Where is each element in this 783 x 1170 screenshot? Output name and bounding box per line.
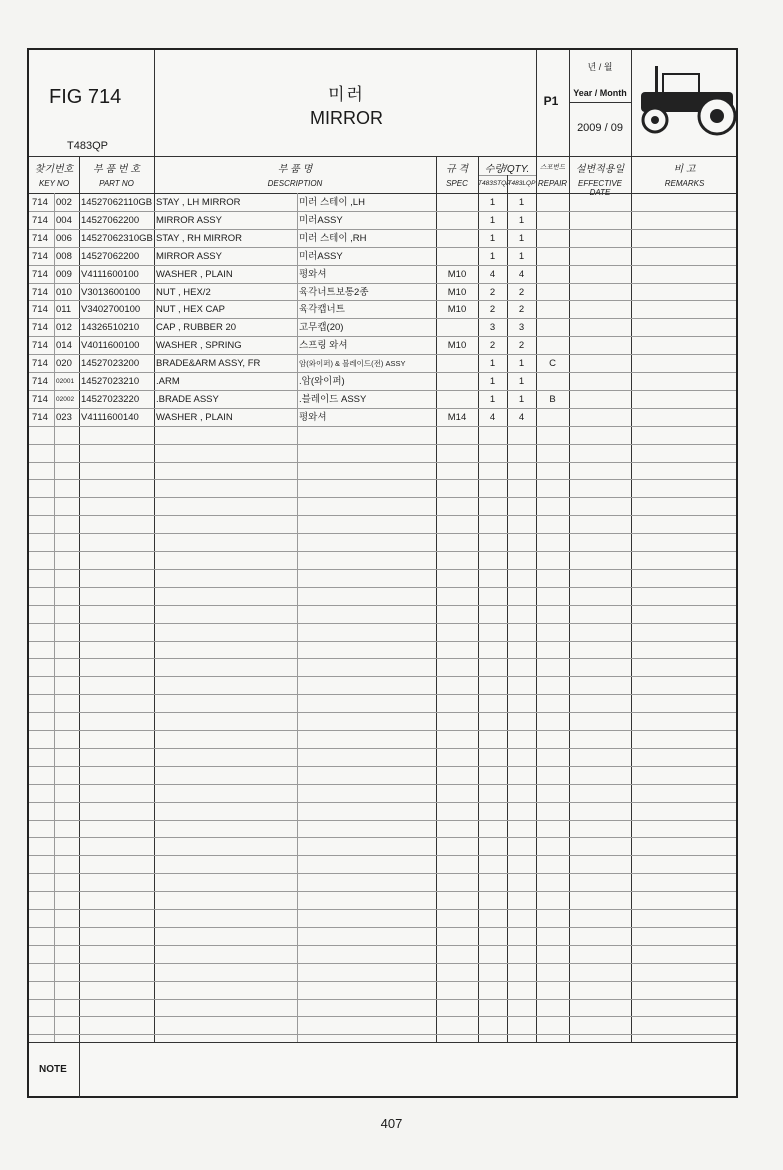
qty-1: 1 bbox=[489, 250, 496, 262]
grid-line bbox=[29, 1042, 736, 1043]
part-number: V3013600100 bbox=[81, 286, 141, 298]
grid-line bbox=[29, 515, 736, 516]
fig-number: 714 bbox=[32, 268, 48, 280]
description-korean: 미러 스테이 ,RH bbox=[299, 232, 367, 244]
spec: M10 bbox=[447, 286, 467, 298]
qty-1: 1 bbox=[489, 376, 496, 387]
part-number: 14527023200 bbox=[81, 358, 140, 370]
grid-line bbox=[29, 855, 736, 856]
grid-line bbox=[29, 390, 736, 391]
description-english: WASHER , SPRING bbox=[156, 340, 242, 352]
description-korean: 스프링 와셔 bbox=[299, 340, 348, 352]
grid-line bbox=[29, 945, 736, 946]
grid-line bbox=[29, 909, 736, 910]
grid-line bbox=[29, 247, 736, 248]
grid-line bbox=[29, 587, 736, 588]
repair-code bbox=[536, 248, 569, 266]
grid-line bbox=[29, 981, 736, 982]
qty-2: 2 bbox=[518, 304, 525, 316]
description-korean: 육각캡너트 bbox=[299, 304, 345, 316]
description-english: STAY , RH MIRROR bbox=[156, 232, 243, 244]
grid-line bbox=[29, 676, 736, 677]
qty-2: 4 bbox=[518, 268, 525, 280]
year-month-value: 2009 / 09 bbox=[577, 122, 623, 134]
description-english: MIRROR ASSY bbox=[156, 250, 222, 262]
col-qty-kor: 수량/QTY. bbox=[484, 164, 530, 175]
grid-line bbox=[54, 193, 55, 1042]
grid-line bbox=[29, 426, 736, 427]
grid-line bbox=[29, 748, 736, 749]
description-korean: 평와셔 bbox=[299, 411, 327, 423]
fig-number: 714 bbox=[32, 214, 48, 226]
description-korean: .블레이드 ASSY bbox=[299, 393, 367, 405]
qty-2: 1 bbox=[518, 197, 525, 208]
qty-1: 1 bbox=[489, 358, 496, 370]
col-part-eng: PART NO bbox=[99, 179, 134, 188]
grid-line bbox=[29, 802, 736, 803]
spec bbox=[436, 391, 478, 409]
grid-line bbox=[29, 300, 736, 301]
qty-2: 1 bbox=[518, 376, 525, 387]
page-code: P1 bbox=[543, 94, 559, 108]
key-number: 002 bbox=[56, 197, 72, 208]
qty-2: 3 bbox=[518, 322, 525, 334]
part-number: 14527062200 bbox=[81, 214, 140, 226]
year-month-label-korean: 년 / 월 bbox=[587, 62, 613, 72]
repair-code bbox=[536, 284, 569, 302]
qty-2: 1 bbox=[518, 358, 525, 370]
qty-1: 1 bbox=[489, 214, 496, 226]
description-english: BRADE&ARM ASSY, FR bbox=[156, 358, 261, 370]
grid-line bbox=[29, 444, 736, 445]
grid-line bbox=[29, 336, 736, 337]
key-number: 012 bbox=[56, 322, 72, 334]
grid-line bbox=[29, 605, 736, 606]
spec bbox=[436, 194, 478, 212]
key-number: 011 bbox=[56, 304, 72, 316]
grid-line bbox=[29, 927, 736, 928]
spec bbox=[436, 212, 478, 230]
qty-2: 1 bbox=[518, 232, 525, 244]
fig-number: 714 bbox=[32, 358, 48, 370]
key-number: 023 bbox=[56, 411, 72, 423]
grid-line bbox=[29, 766, 736, 767]
grid-line bbox=[29, 963, 736, 964]
figure-label: FIG 714 bbox=[49, 86, 122, 108]
repair-code bbox=[536, 337, 569, 355]
part-number: 14527062310GB bbox=[81, 232, 153, 244]
grid-line bbox=[29, 193, 736, 194]
description-english: MIRROR ASSY bbox=[156, 214, 222, 226]
fig-number: 714 bbox=[32, 376, 48, 387]
qty-1: 2 bbox=[489, 286, 496, 298]
key-number: 010 bbox=[56, 286, 72, 298]
part-number: 14527062110GB bbox=[81, 197, 153, 208]
grid-line bbox=[29, 283, 736, 284]
spec bbox=[436, 230, 478, 248]
note-label: NOTE bbox=[39, 1064, 67, 1075]
fig-number: 714 bbox=[32, 393, 48, 405]
grid-line bbox=[29, 873, 736, 874]
part-number: 14527023210 bbox=[81, 376, 140, 387]
description-english: .BRADE ASSY bbox=[156, 393, 219, 405]
fig-number: 714 bbox=[32, 232, 48, 244]
qty-1: 1 bbox=[489, 393, 496, 405]
repair-code: B bbox=[549, 393, 556, 405]
description-english: STAY , LH MIRROR bbox=[156, 197, 241, 208]
repair-code bbox=[536, 319, 569, 337]
qty-2: 1 bbox=[518, 250, 525, 262]
spec bbox=[436, 355, 478, 373]
description-korean: 암(와이퍼) & 블레이드(전) ASSY bbox=[299, 359, 406, 369]
grid-line bbox=[29, 372, 736, 373]
description-english: WASHER , PLAIN bbox=[156, 411, 233, 423]
grid-line bbox=[29, 1016, 736, 1017]
key-number: 020 bbox=[56, 358, 72, 370]
col-key-kor: 찾기번호 bbox=[34, 164, 74, 175]
part-number: V4111600140 bbox=[81, 411, 139, 423]
grid-line bbox=[29, 712, 736, 713]
grid-line bbox=[29, 694, 736, 695]
grid-line bbox=[29, 229, 736, 230]
qty-2: 1 bbox=[518, 393, 525, 405]
qty-2: 1 bbox=[518, 214, 525, 226]
col-qty-sub1: T483STQP bbox=[478, 180, 511, 187]
grid-line bbox=[29, 211, 736, 212]
spec bbox=[436, 248, 478, 266]
grid-line bbox=[79, 1042, 80, 1098]
qty-1: 3 bbox=[489, 322, 496, 334]
grid-line bbox=[29, 462, 736, 463]
repair-code bbox=[536, 194, 569, 212]
grid-line bbox=[536, 50, 537, 156]
title-english: MIRROR bbox=[310, 108, 383, 128]
description-english: NUT , HEX CAP bbox=[156, 304, 225, 316]
fig-number: 714 bbox=[32, 197, 48, 208]
grid-line bbox=[29, 837, 736, 838]
grid-line bbox=[29, 497, 736, 498]
fig-number: 714 bbox=[32, 411, 48, 423]
col-repair-kor: 스포번드 bbox=[539, 164, 566, 171]
parts-sheet bbox=[27, 48, 738, 1098]
qty-1: 2 bbox=[489, 304, 496, 316]
grid-line bbox=[29, 551, 736, 552]
grid-line bbox=[569, 156, 631, 157]
key-number: 014 bbox=[56, 340, 72, 352]
repair-code bbox=[536, 266, 569, 284]
fig-number: 714 bbox=[32, 340, 48, 352]
grid-line bbox=[29, 354, 736, 355]
description-korean: 미러 스테이 ,LH bbox=[299, 197, 365, 208]
col-eff-eng: EFFECTIVE DATE bbox=[577, 179, 622, 197]
col-part-kor: 부 품 번 호 bbox=[93, 164, 140, 175]
grid-line bbox=[29, 265, 736, 266]
description-korean: 육각너트보통2종 bbox=[299, 286, 369, 298]
key-number: 02001 bbox=[56, 378, 75, 385]
grid-line bbox=[569, 50, 570, 156]
qty-1: 1 bbox=[489, 232, 496, 244]
qty-1: 4 bbox=[489, 411, 496, 423]
repair-code bbox=[536, 212, 569, 230]
part-number: 14527023220 bbox=[81, 393, 140, 405]
key-number: 004 bbox=[56, 214, 72, 226]
col-remarks-eng: REMARKS bbox=[664, 179, 705, 188]
grid-line bbox=[29, 1034, 736, 1035]
col-key-eng: KEY NO bbox=[38, 179, 70, 188]
fig-number: 714 bbox=[32, 286, 48, 298]
grid-line bbox=[29, 784, 736, 785]
grid-line bbox=[29, 408, 736, 409]
fig-number: 714 bbox=[32, 250, 48, 262]
year-month-label: Year / Month bbox=[573, 88, 627, 98]
grid-line bbox=[29, 658, 736, 659]
repair-code bbox=[536, 301, 569, 319]
grid-line bbox=[29, 820, 736, 821]
qty-2: 4 bbox=[518, 411, 525, 423]
col-spec-kor: 규 격 bbox=[445, 164, 469, 175]
qty-1: 2 bbox=[489, 340, 496, 352]
spec: M10 bbox=[447, 268, 467, 280]
col-eff-kor: 설변적용일 bbox=[575, 164, 625, 175]
part-number: 14527062200 bbox=[81, 250, 140, 262]
description-korean: 미러ASSY bbox=[299, 214, 343, 226]
title-korean: 미러 bbox=[328, 85, 365, 104]
key-number: 009 bbox=[56, 268, 72, 280]
part-number: V4011600100 bbox=[81, 340, 140, 352]
col-qty-sub2: T483LQP bbox=[507, 180, 536, 187]
grid-line bbox=[29, 891, 736, 892]
key-number: 006 bbox=[56, 232, 72, 244]
col-remarks-kor: 비 고 bbox=[673, 164, 696, 175]
description-korean: 평와셔 bbox=[299, 268, 327, 280]
description-korean: 고무캡(20) bbox=[299, 322, 344, 334]
key-number: 008 bbox=[56, 250, 72, 262]
spec bbox=[436, 319, 478, 337]
description-korean: 미러ASSY bbox=[299, 250, 343, 262]
grid-line bbox=[29, 623, 736, 624]
grid-line bbox=[154, 50, 155, 156]
description-english: .ARM bbox=[156, 376, 180, 387]
grid-line bbox=[631, 50, 632, 156]
description-english: WASHER , PLAIN bbox=[156, 268, 233, 280]
qty-2: 2 bbox=[518, 286, 525, 298]
part-number: V3402700100 bbox=[81, 304, 141, 316]
repair-code bbox=[536, 230, 569, 248]
spec: M10 bbox=[447, 340, 467, 352]
grid-line bbox=[29, 999, 736, 1000]
grid-line bbox=[29, 730, 736, 731]
description-english: NUT , HEX/2 bbox=[156, 286, 211, 298]
qty-1: 1 bbox=[489, 197, 496, 208]
description-english: CAP , RUBBER 20 bbox=[156, 322, 237, 334]
fig-number: 714 bbox=[32, 304, 48, 316]
spec: M10 bbox=[447, 304, 467, 316]
spec bbox=[436, 373, 478, 391]
qty-2: 2 bbox=[518, 340, 525, 352]
qty-1: 4 bbox=[489, 268, 496, 280]
repair-code bbox=[536, 373, 569, 391]
grid-line bbox=[29, 569, 736, 570]
grid-line bbox=[29, 641, 736, 642]
part-number: V4111600100 bbox=[81, 268, 139, 280]
part-number: 14326510210 bbox=[81, 322, 140, 334]
fig-number: 714 bbox=[32, 322, 48, 334]
page-number: 407 bbox=[380, 1116, 403, 1131]
spec: M14 bbox=[447, 411, 467, 423]
repair-code bbox=[536, 409, 569, 427]
grid-line bbox=[29, 479, 736, 480]
tractor-icon bbox=[633, 58, 737, 142]
grid-line bbox=[507, 175, 508, 1042]
grid-line bbox=[297, 193, 298, 1042]
grid-line bbox=[29, 533, 736, 534]
col-desc-kor: 부 품 명 bbox=[277, 164, 313, 175]
grid-line bbox=[29, 318, 736, 319]
key-number: 02002 bbox=[56, 395, 75, 403]
description-korean: .암(와이퍼) bbox=[299, 376, 345, 387]
model-code: T483QP bbox=[67, 140, 108, 152]
col-spec-eng: SPEC bbox=[446, 179, 468, 188]
grid-line bbox=[569, 102, 631, 103]
col-desc-eng: DESCRIPTION bbox=[267, 179, 323, 188]
col-repair-eng: REPAIR bbox=[537, 179, 568, 188]
repair-code: C bbox=[549, 358, 556, 370]
